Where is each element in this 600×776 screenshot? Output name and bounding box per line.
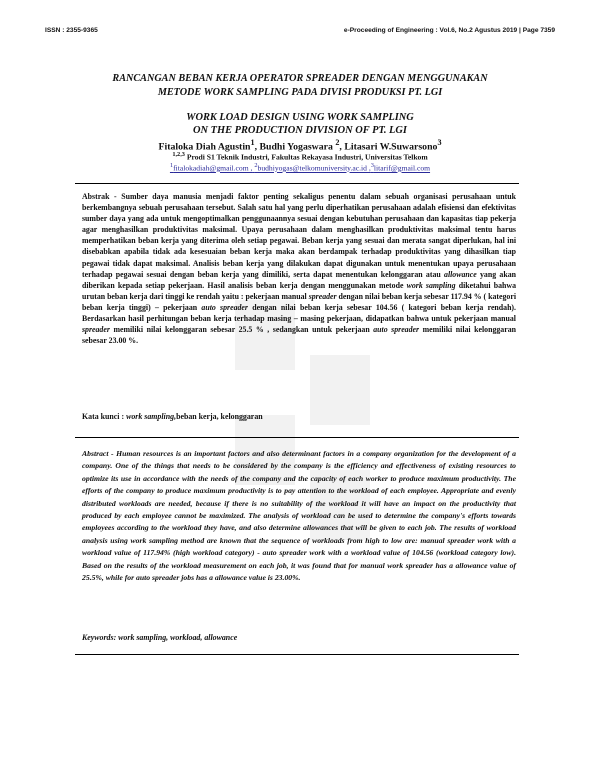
title-en-line-1: WORK LOAD DESIGN USING WORK SAMPLING	[186, 112, 414, 123]
abstract-term: spreader	[308, 291, 337, 301]
author-2-sup: 2	[335, 138, 340, 147]
paper-title-indonesian	[40, 72, 560, 99]
abstract-text: yang akan diberikan kepada setiap pekerjaan. Hasil analisis beban kerja dengan menggunakan metode	[82, 269, 516, 290]
abstract-term: allowance	[444, 269, 477, 279]
email-3-link[interactable]: litarif@gmail.com	[373, 163, 431, 173]
divider-middle	[75, 437, 519, 438]
keywords-term: work sampling,	[126, 412, 177, 421]
title-line-1: RANCANGAN BEBAN KERJA OPERATOR SPREADER DENGAN MENGGUNAKAN	[112, 73, 488, 84]
title-line-2: METODE WORK SAMPLING PADA DIVISI PRODUKSI PT. LGI	[157, 86, 443, 98]
divider-bottom	[75, 654, 519, 655]
paper-title-english	[40, 112, 560, 137]
email-1-link[interactable]: fitalokadiah@gmail.com ,	[173, 163, 253, 173]
affiliation-sup: 1,2,3	[172, 151, 185, 158]
abstract-english	[82, 448, 516, 584]
journal-info: e-Proceeding of Engineering : Vol.6, No.2 Agustus 2019 | Page 7359	[343, 27, 555, 34]
abstract-text: diketahui bahwa urutan beban kerja dari tinggi ke rendah yaitu : pekerjaan manual	[82, 280, 516, 301]
author-separator: ,	[254, 141, 260, 153]
abstract-text: memiliki nilai kelonggaran sebesar 23.00 %.	[82, 325, 516, 346]
abstract-label: Abstrak	[82, 192, 110, 201]
author-3-sup: 3	[437, 138, 442, 147]
abstract-term: spreader	[82, 325, 110, 335]
keywords-english: Keywords: work sampling, workload, allowance	[82, 633, 238, 642]
abstract-text: dengan nilai beban kerja sebesar 104.56 ( kategori beban kerja rendah). Berdasarkan hasil perhitungan beban kerja terhadap masing – masing pekerjaan, didapatkan bahwa untuk pekerjaan manual	[82, 302, 517, 324]
keywords-label: Kata kunci :	[82, 412, 127, 421]
abstract-text: - Sumber daya manusia menjadi faktor penting sekaligus penentu dalam sebuah organisasi perusahaan untuk berkembangnya sebuah perusahaan tersebut. Salah satu hal yang perlu diperhatikan perusahaan adalah efisiensi dan efektivitas sumber daya yang ada untuk mengoptimalkan penggunaannya sesuai dengan kebutuhan perusahaan dan kapasitas tiap pekerja agar menghasilkan produktivitas maksimal. Upaya perusahaan dalam menghasilkan produktivitas maksimal tentu harus memperhatikan beban kerja yang diterima oleh setiap pegawai. Beban kerja yang sesuai dan merata sangat diperlukan, hal ini disebabkan apabila tidak ada kesesuaian beban kerja maka akan berdampak terhadap produktivitas yang dihasilkan tiap pegawai tidak dapat maksimal. Analisis beban kerja yang dilakukan dapat digunakan untuk menentukan upaya perusahaan terhadap pegawai sesuai dengan beban kerja yang dimiliki, serta dapat menentukan kelonggaran atau	[82, 192, 516, 279]
abstract-en-text: Human resources is an important factors and also determinant factors in a company organization for the development of a company. One of the things that needs to be considered by the company is the efficiency and effectiveness of existing resources to optimize its use in accordance with the needs of the company and the capacity of each worker to produce maximum productivity. The efforts of the company to produce maximum productivity is to pay attention to the workload of each employee. Appropriate and evenly distributed workloads are needed, because if there is no suitability of the workload it will have an impact on the productivity that produced by each employee cannot be maximized. The analysis of workload can be used to determine the company's efforts towards employees according to the workload they have, and also determine allowances that will be given to each job. The results of workload analysis using work sampling method are known that the sequence of workloads from high to low are: manual spreader work with a workload value of 117.94% (high workload category) - auto spreader work with a workload value of 104.56 (workload category low). Based on the results of the workload measurement on each job, it was found that for manual work spreader has a allowance value of 25.5%, while for auto spreader jobs has a allowance value is 23.00%.	[82, 449, 516, 583]
issn: ISSN : 2355-9365	[45, 27, 98, 34]
keywords-indonesian	[82, 412, 516, 421]
author-3: Litasari W.Suwarsono	[344, 141, 438, 153]
affiliation-text: Prodi S1 Teknik Industri, Fakultas Rekayasa Industri, Universitas Telkom	[184, 152, 428, 162]
email-2-link[interactable]: budhiyogas@telkomuniversity.ac.id ,	[257, 163, 371, 173]
email-3-sup: 3	[370, 162, 374, 169]
abstract-term: auto spreader	[201, 302, 248, 312]
email-1-sup: 1	[169, 162, 174, 169]
divider-top	[75, 183, 519, 184]
abstract-term: work sampling	[406, 280, 456, 290]
abstract-term: auto spreader	[373, 325, 420, 335]
title-en-line-2: ON THE PRODUCTION DIVISION OF PT. LGI	[193, 124, 407, 136]
author-separator: ,	[339, 141, 345, 153]
abstract-text: memiliki nilai kelonggaran sebesar 25.5 % , sedangkan untuk pekerjaan	[109, 325, 374, 335]
author-1-sup: 1	[250, 138, 255, 147]
email-2-sup: 2	[254, 162, 258, 169]
author-2: Budhi Yogaswara	[259, 141, 336, 153]
author-1: Fitaloka Diah Agustin	[158, 141, 251, 153]
keywords-text: beban kerja, kelonggaran	[176, 412, 263, 421]
author-emails	[40, 161, 560, 174]
abstract-text: dengan nilai beban kerja sebesar 117.94 % ( kategori beban kerja tinggi) – pekerjaan	[82, 291, 516, 312]
abstract-en-label: Abstract -	[82, 449, 114, 458]
abstract-indonesian	[82, 191, 516, 346]
